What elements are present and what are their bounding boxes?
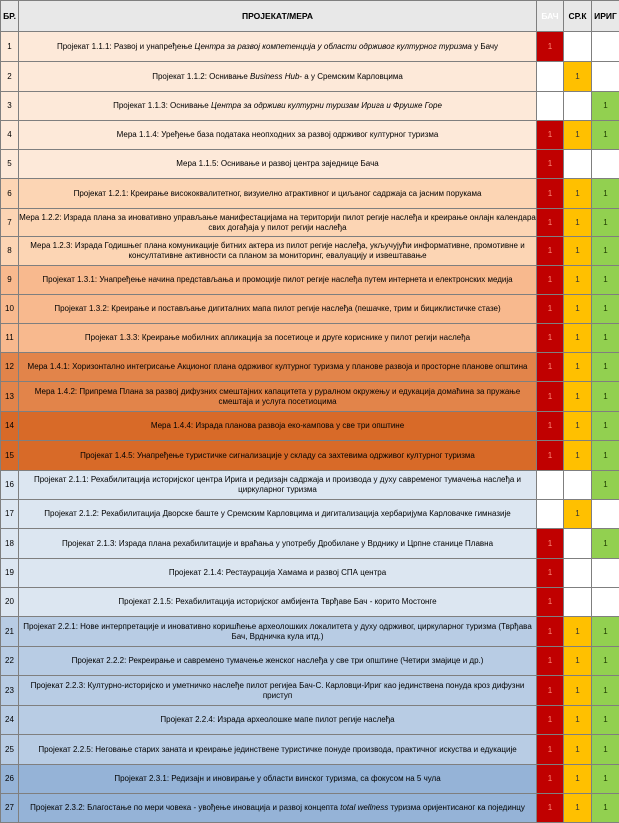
marker-bach (537, 62, 564, 92)
project-description (19, 765, 537, 794)
marker-srk: 1 (564, 441, 592, 471)
project-text-after: - а у Сремским Карловцима (299, 72, 402, 81)
project-description (19, 794, 537, 823)
marker-irig: 1 (592, 471, 619, 500)
project-text-italic: total wellness (340, 803, 388, 812)
marker-bach: 1 (537, 382, 564, 412)
marker-srk: 1 (564, 121, 592, 150)
marker-srk (564, 92, 592, 121)
table-row (1, 266, 619, 295)
row-number: 13 (1, 382, 19, 412)
table-row (1, 794, 619, 823)
project-description (19, 382, 537, 412)
table-row (1, 62, 619, 92)
row-number: 17 (1, 500, 19, 529)
project-description (19, 412, 537, 441)
marker-srk: 1 (564, 647, 592, 676)
marker-bach: 1 (537, 237, 564, 266)
project-description (19, 32, 537, 62)
marker-srk: 1 (564, 676, 592, 706)
marker-srk: 1 (564, 179, 592, 209)
header-irig: ИРИГ (592, 1, 619, 32)
project-text: Пројекат 2.2.4: Израда археолошке мапе пилот регије наслеђа (160, 715, 394, 724)
project-text-italic: Business Hub (250, 72, 299, 81)
marker-irig: 1 (592, 647, 619, 676)
row-number: 8 (1, 237, 19, 266)
marker-srk: 1 (564, 706, 592, 735)
table-row (1, 559, 619, 588)
table-row (1, 617, 619, 647)
project-text: Пројекат 2.1.3: Израда плана рехабилитације и враћања у употребу Дробилане у Врднику и Црпне станице Плавна (62, 539, 493, 548)
project-text: Мера 1.4.2: Припрема Плана за развој дифузних смештајних капацитета у руралном окружењу и едукација домаћина за пружање смештаја и услуга посетиоцима (35, 387, 520, 406)
marker-irig: 1 (592, 121, 619, 150)
project-description (19, 529, 537, 559)
marker-srk (564, 471, 592, 500)
project-description (19, 121, 537, 150)
marker-srk: 1 (564, 765, 592, 794)
table-row (1, 150, 619, 179)
marker-srk: 1 (564, 500, 592, 529)
project-description (19, 617, 537, 647)
project-description (19, 237, 537, 266)
project-description (19, 150, 537, 179)
marker-bach: 1 (537, 353, 564, 382)
marker-srk: 1 (564, 237, 592, 266)
table-row (1, 412, 619, 441)
row-number: 9 (1, 266, 19, 295)
table-row (1, 209, 619, 237)
table-row (1, 647, 619, 676)
table-row (1, 121, 619, 150)
project-description (19, 209, 537, 237)
marker-bach: 1 (537, 765, 564, 794)
row-number: 19 (1, 559, 19, 588)
header-project: ПРОЈЕКАТ/МЕРА (19, 1, 537, 32)
project-description (19, 92, 537, 121)
marker-bach: 1 (537, 266, 564, 295)
marker-srk: 1 (564, 266, 592, 295)
marker-srk: 1 (564, 295, 592, 324)
project-text: Пројекат 2.1.4: Рестаурација Хамама и развој СПА центра (169, 568, 386, 577)
table-row (1, 500, 619, 529)
marker-bach: 1 (537, 32, 564, 62)
row-number: 14 (1, 412, 19, 441)
marker-bach: 1 (537, 412, 564, 441)
table-row (1, 32, 619, 62)
row-number: 5 (1, 150, 19, 179)
project-text: Пројекат 2.3.1: Редизајн и иновирање у области винског туризма, са фокусом на 5 чула (114, 774, 440, 783)
marker-irig (592, 62, 619, 92)
marker-srk (564, 150, 592, 179)
marker-bach: 1 (537, 676, 564, 706)
project-description (19, 324, 537, 353)
row-number: 2 (1, 62, 19, 92)
marker-srk (564, 32, 592, 62)
row-number: 24 (1, 706, 19, 735)
row-number: 26 (1, 765, 19, 794)
project-text: Мера 1.2.2: Израда плана за иновативно управљање манифестацијама на територији пилот регије наслеђа и креирање онлајн календара свих догађаја у пилот регији наслеђа (19, 213, 536, 232)
table-row (1, 92, 619, 121)
project-description (19, 471, 537, 500)
row-number: 12 (1, 353, 19, 382)
row-number: 11 (1, 324, 19, 353)
marker-irig: 1 (592, 794, 619, 823)
header-bach: БАЧ (537, 1, 564, 32)
marker-srk (564, 588, 592, 617)
project-text: Пројекат 2.2.2: Рекреирање и савремено тумачење женског наслеђа у све три општине (Четири змајице и др.) (72, 656, 484, 665)
marker-bach: 1 (537, 150, 564, 179)
project-text: Пројекат 2.1.1: Рехабилитација историјског центра Ирига и редизајн садржаја и производа у духу савременог тумачења наслеђа и циркуларног туризма (34, 475, 521, 494)
project-text-after: туризма оријентисаног ка појединцу (388, 803, 525, 812)
marker-bach: 1 (537, 559, 564, 588)
marker-srk: 1 (564, 324, 592, 353)
marker-srk: 1 (564, 735, 592, 765)
project-text: Пројекат 1.1.3: Оснивање (113, 101, 211, 110)
project-description (19, 588, 537, 617)
row-number: 7 (1, 209, 19, 237)
table-row (1, 353, 619, 382)
marker-srk: 1 (564, 382, 592, 412)
table-row (1, 529, 619, 559)
header-row (1, 1, 619, 32)
table-row (1, 706, 619, 735)
marker-bach: 1 (537, 441, 564, 471)
marker-bach: 1 (537, 617, 564, 647)
project-description (19, 647, 537, 676)
marker-bach: 1 (537, 735, 564, 765)
marker-irig: 1 (592, 441, 619, 471)
project-description (19, 559, 537, 588)
table-row (1, 471, 619, 500)
row-number: 10 (1, 295, 19, 324)
marker-bach: 1 (537, 179, 564, 209)
marker-irig: 1 (592, 765, 619, 794)
row-number: 6 (1, 179, 19, 209)
marker-bach (537, 471, 564, 500)
marker-bach: 1 (537, 706, 564, 735)
project-description (19, 441, 537, 471)
marker-irig: 1 (592, 706, 619, 735)
row-number: 4 (1, 121, 19, 150)
marker-srk: 1 (564, 794, 592, 823)
row-number: 20 (1, 588, 19, 617)
project-text: Пројекат 2.2.5: Неговање старих заната и креирање јединствене туристичке понуде производа, практичног искуства и едукације (38, 745, 516, 754)
marker-irig (592, 500, 619, 529)
marker-bach: 1 (537, 121, 564, 150)
marker-irig: 1 (592, 735, 619, 765)
marker-irig: 1 (592, 295, 619, 324)
project-text: Пројекат 2.1.2: Рехабилитација Дворске баште у Сремским Карловцима и дигитализација хербаријума Карловачке гимназије (44, 509, 510, 518)
marker-irig: 1 (592, 209, 619, 237)
marker-irig: 1 (592, 676, 619, 706)
table-row (1, 676, 619, 706)
table-row (1, 765, 619, 794)
project-text: Мера 1.1.5: Оснивање и развој центра заједнице Бача (176, 159, 378, 168)
marker-irig (592, 588, 619, 617)
table-row (1, 588, 619, 617)
marker-bach: 1 (537, 209, 564, 237)
project-text: Пројекат 2.3.2: Благостање по мери човека - увођење иновација и развој концепта (30, 803, 340, 812)
row-number: 16 (1, 471, 19, 500)
marker-irig: 1 (592, 92, 619, 121)
marker-bach: 1 (537, 324, 564, 353)
marker-bach (537, 92, 564, 121)
marker-irig: 1 (592, 412, 619, 441)
project-text: Пројекат 2.2.3: Културно-историјско и уметничко наслеђе пилот региjеа Бач-С. Карловци-Ириг као јединствена понуда кроз дифузни приступ (31, 681, 525, 700)
marker-srk: 1 (564, 412, 592, 441)
project-text: Пројекат 1.3.1: Унапређење начина представљања и промоције пилот регије наслеђа путем интернета и електронских медија (42, 275, 512, 284)
marker-irig: 1 (592, 529, 619, 559)
marker-srk (564, 559, 592, 588)
table-row (1, 179, 619, 209)
project-text: Мера 1.4.4: Израда планова развоја еко-кампова у све три општине (151, 421, 404, 430)
project-description (19, 706, 537, 735)
project-text: Пројекат 1.3.2: Креирање и постављање дигиталних мапа пилот регије наслеђа (пешачке, трим и бициклистичке стазе) (54, 304, 500, 313)
marker-bach: 1 (537, 588, 564, 617)
header-srk: СР.К (564, 1, 592, 32)
row-number: 1 (1, 32, 19, 62)
project-text: Пројекат 1.1.1: Развој и унапређење (57, 42, 195, 51)
project-text: Пројекат 1.2.1: Креирање висококвалитетног, визуиелно атрактивног и циљаног садржаја са јасним порукама (74, 189, 482, 198)
marker-srk: 1 (564, 209, 592, 237)
row-number: 25 (1, 735, 19, 765)
marker-irig: 1 (592, 617, 619, 647)
marker-srk: 1 (564, 353, 592, 382)
marker-bach: 1 (537, 529, 564, 559)
row-number: 22 (1, 647, 19, 676)
project-text: Пројекат 2.2.1: Нове интерпретације и иновативно коришћење археолошких локалитета у духу одрживог, циркуларног туризма (Тврђава Бач, Врдничка кула итд.) (23, 622, 532, 641)
project-text: Мера 1.4.1: Хоризонтално интегрисање Акционог плана одрживог културног туризма у планове развоја и просторне планове општина (28, 362, 528, 371)
table-row (1, 295, 619, 324)
marker-srk (564, 529, 592, 559)
row-number: 27 (1, 794, 19, 823)
row-number: 23 (1, 676, 19, 706)
row-number: 21 (1, 617, 19, 647)
project-description (19, 353, 537, 382)
marker-bach: 1 (537, 295, 564, 324)
project-text-after: у Бачу (472, 42, 498, 51)
marker-srk: 1 (564, 617, 592, 647)
header-num: БР. (1, 1, 19, 32)
project-text-italic: Центра за развој компетенција у области одрживог културног туризма (194, 42, 471, 51)
table-row (1, 237, 619, 266)
project-text: Пројекат 1.1.2: Оснивање (152, 72, 250, 81)
marker-irig: 1 (592, 353, 619, 382)
marker-irig: 1 (592, 382, 619, 412)
table-row (1, 735, 619, 765)
project-text: Пројекат 1.3.3: Креирање мобилних апликација за посетиоце и друге кориснике у пилот регији наслеђа (85, 333, 470, 342)
marker-bach: 1 (537, 647, 564, 676)
project-text: Мера 1.1.4: Уређење база података неопходних за развој одрживог културног туризма (117, 130, 439, 139)
project-text: Мера 1.2.3: Израда Годишњег плана комуникације битних актера из пилот регије наслеђа, укључујући информативне, промотивне и консултативне активности са планом за мониторинг, евалуацију и извештавање (30, 241, 524, 260)
marker-irig: 1 (592, 324, 619, 353)
marker-srk: 1 (564, 62, 592, 92)
project-description (19, 179, 537, 209)
project-description (19, 62, 537, 92)
project-description (19, 676, 537, 706)
table-row (1, 382, 619, 412)
project-text: Пројекат 1.4.5: Унапређење туристичке сигнализације у складу са захтевима одрживог културног туризма (80, 451, 475, 460)
marker-irig: 1 (592, 179, 619, 209)
project-description (19, 266, 537, 295)
table-row (1, 441, 619, 471)
marker-irig (592, 32, 619, 62)
project-description (19, 500, 537, 529)
marker-irig: 1 (592, 266, 619, 295)
marker-irig (592, 150, 619, 179)
table-row (1, 324, 619, 353)
project-description (19, 735, 537, 765)
marker-irig: 1 (592, 237, 619, 266)
project-text-italic: Центра за одрживи културни туризам Ирига и Фрушке Горе (211, 101, 442, 110)
row-number: 18 (1, 529, 19, 559)
row-number: 3 (1, 92, 19, 121)
marker-bach: 1 (537, 794, 564, 823)
project-text: Пројекат 2.1.5: Рехабилитација историјског амбијента Тврђаве Бач - корито Мостонге (118, 597, 436, 606)
marker-bach (537, 500, 564, 529)
marker-irig (592, 559, 619, 588)
row-number: 15 (1, 441, 19, 471)
project-description (19, 295, 537, 324)
